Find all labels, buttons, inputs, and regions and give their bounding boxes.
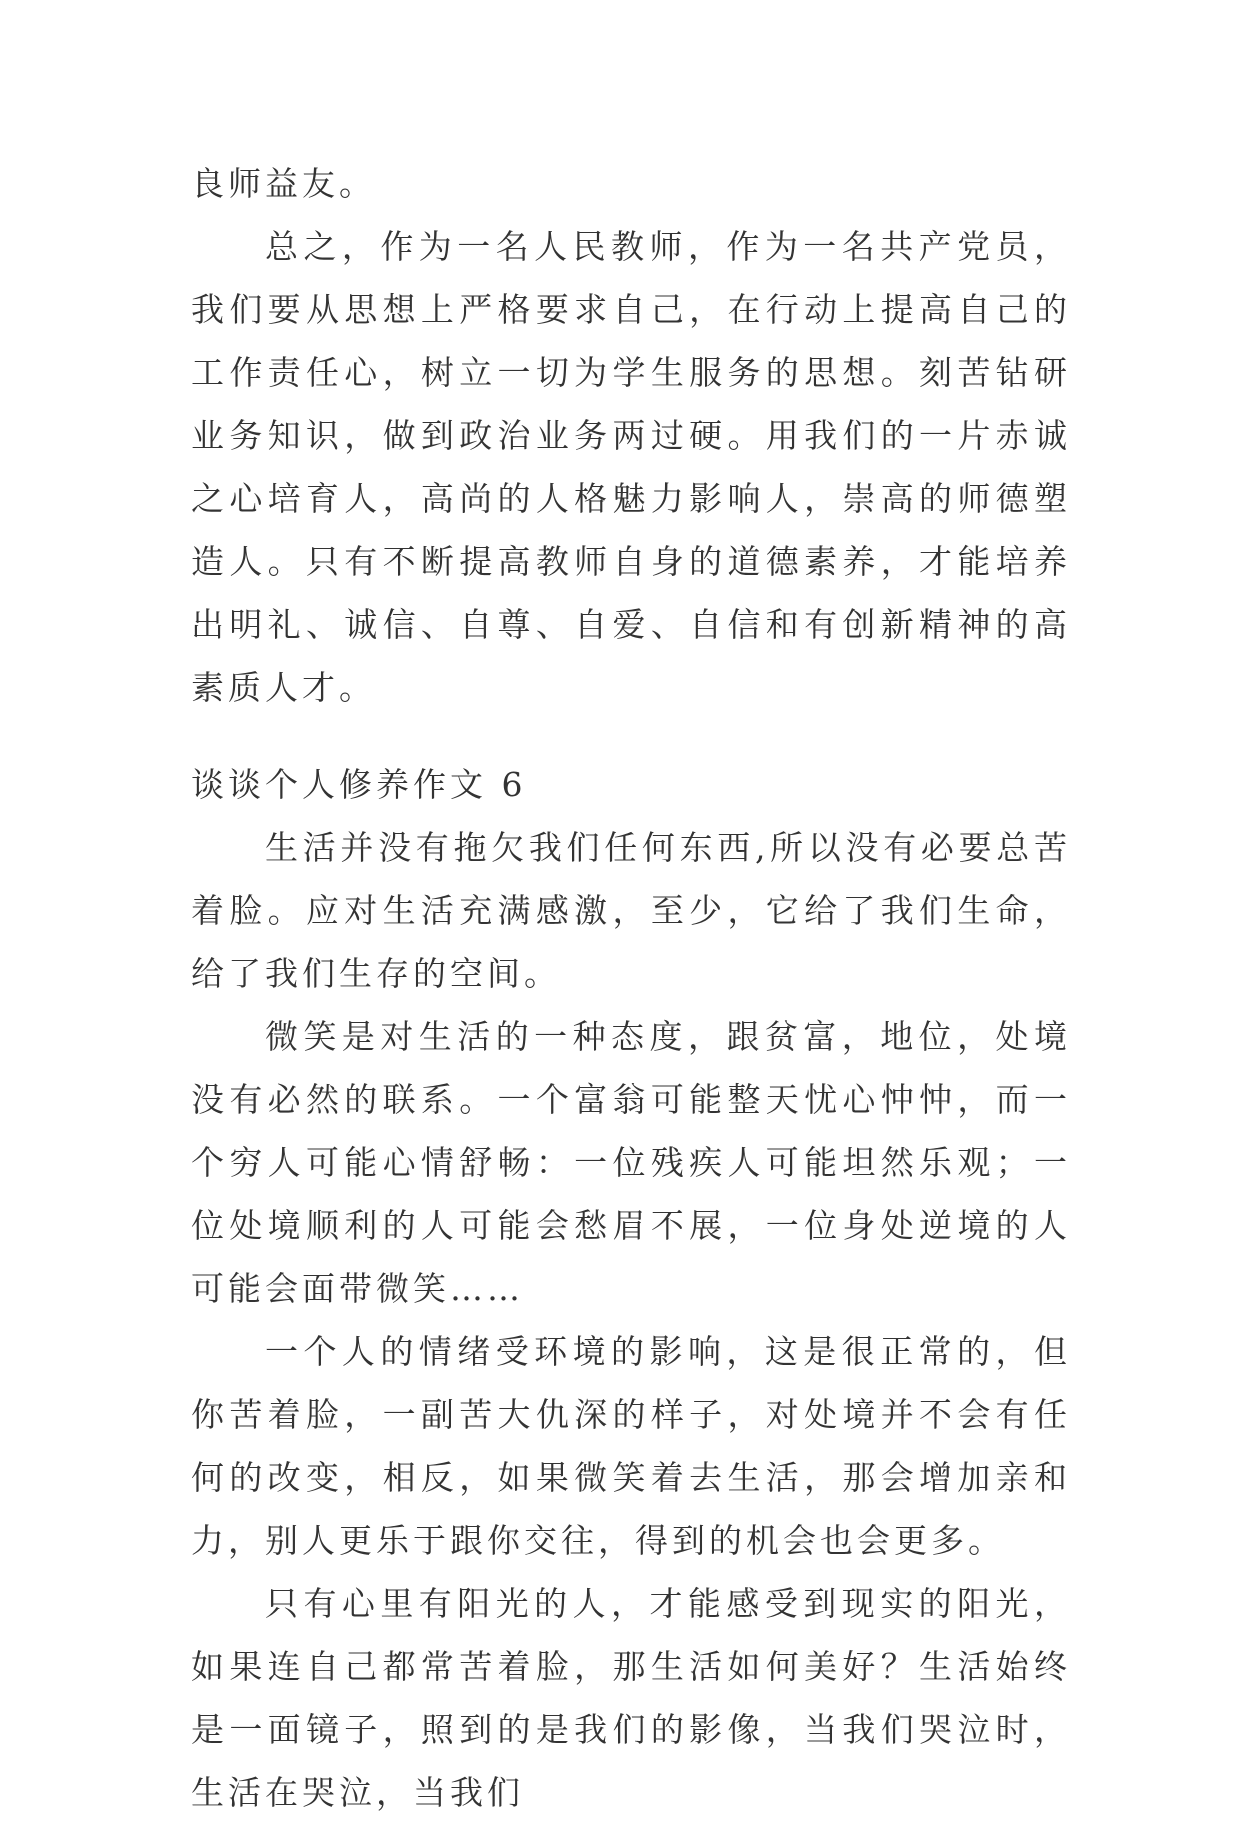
section-title: 谈谈个人修养作文 6 [191, 765, 527, 804]
paragraph-4: 只有心里有阳光的人，才能感受到现实的阳光，如果连自己都常苦着脸，那生活如何美好？生活始终是一面镜子，照到的是我们的影像，当我们哭泣时，生活在哭泣，当我们 [191, 1584, 1071, 1812]
paragraph-conclusion: 总之，作为一名人民教师，作为一名共产党员，我们要从思想上严格要求自己，在行动上提高自己的工作责任心，树立一切为学生服务的思想。刻苦钻研业务知识，做到政治业务两过硬。用我们的一片赤诚之心培育人，高尚的人格魅力影响人，崇高的师德塑造人。只有不断提高教师自身的道德素养，才能培养出明礼、诚信、自尊、自爱、自信和有创新精神的高素质人才。 [191, 227, 1071, 707]
document-page [191, 152, 1071, 1824]
paragraph-3: 一个人的情绪受环境的影响，这是很正常的，但你苦着脸，一副苦大仇深的样子，对处境并不会有任何的改变，相反，如果微笑着去生活，那会增加亲和力，别人更乐于跟你交往，得到的机会也会更多。 [191, 1332, 1071, 1560]
paragraph-2: 微笑是对生活的一种态度，跟贫富，地位，处境没有必然的联系。一个富翁可能整天忧心忡忡，而一个穷人可能心情舒畅：一位残疾人可能坦然乐观；一位处境顺利的人可能会愁眉不展，一位身处逆境的人可能会面带微笑…… [191, 1017, 1071, 1308]
paragraph-1: 生活并没有拖欠我们任何东西,所以没有必要总苦着脸。应对生活充满感激，至少，它给了我们生命，给了我们生存的空间。 [191, 828, 1071, 993]
paragraph-continuation: 良师益友。 [191, 164, 376, 203]
